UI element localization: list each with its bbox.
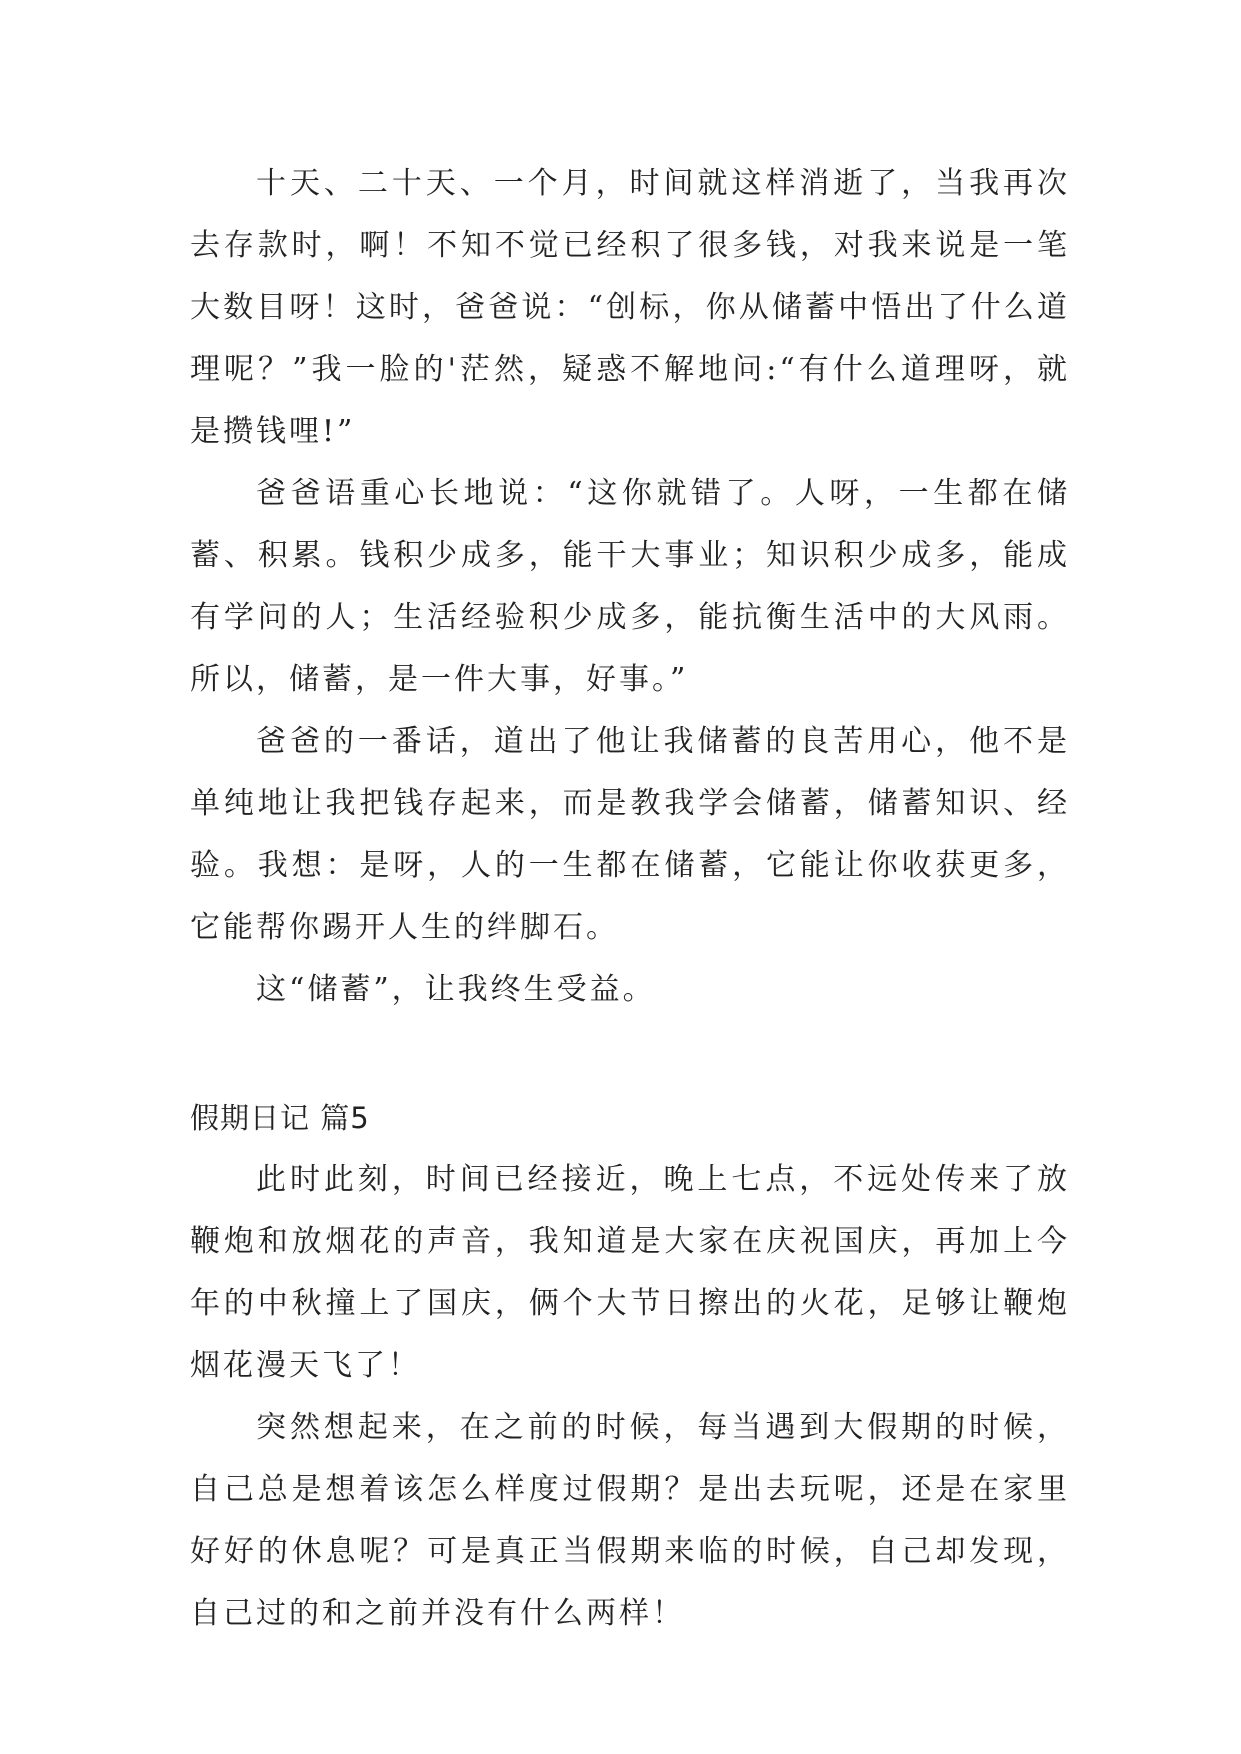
paragraph: 此时此刻，时间已经接近，晚上七点，不远处传来了放鞭炮和放烟花的声音，我知道是大家在庆祝国庆，再加上今年的中秋撞上了国庆，俩个大节日擦出的火花，足够让鞭炮烟花漫天飞了！ <box>190 1162 1070 1383</box>
paragraph: 突然想起来，在之前的时候，每当遇到大假期的时候，自己总是想着该怎么样度过假期？是出去玩呢，还是在家里好好的休息呢？可是真正当假期来临的时候，自己却发现，自己过的和之前并没有什么两样！ <box>190 1410 1070 1631</box>
paragraph: 这“储蓄”，让我终生受益。 <box>256 972 656 1007</box>
paragraph: 爸爸语重心长地说：“这你就错了。人呀，一生都在储蓄、积累。钱积少成多，能干大事业；知识积少成多，能成有学问的人；生活经验积少成多，能抗衡生活中的大风雨。所以，储蓄，是一件大事，好事。” <box>190 476 1070 697</box>
paragraph: 十天、二十天、一个月，时间就这样消逝了，当我再次去存款时，啊！不知不觉已经积了很多钱，对我来说是一笔大数目呀！这时，爸爸说：“创标，你从储蓄中悟出了什么道理呢？”我一脸的'茫然，疑惑不解地问:“有什么道理呀，就是攒钱哩!” <box>190 166 1070 449</box>
document-body <box>190 153 1070 1645</box>
section-heading: 假期日记 篇5 <box>190 1101 370 1135</box>
paragraph: 爸爸的一番话，道出了他让我储蓄的良苦用心，他不是单纯地让我把钱存起来，而是教我学会储蓄，储蓄知识、经验。我想：是呀，人的一生都在储蓄，它能让你收获更多，它能帮你踢开人生的绊脚石。 <box>190 724 1070 945</box>
